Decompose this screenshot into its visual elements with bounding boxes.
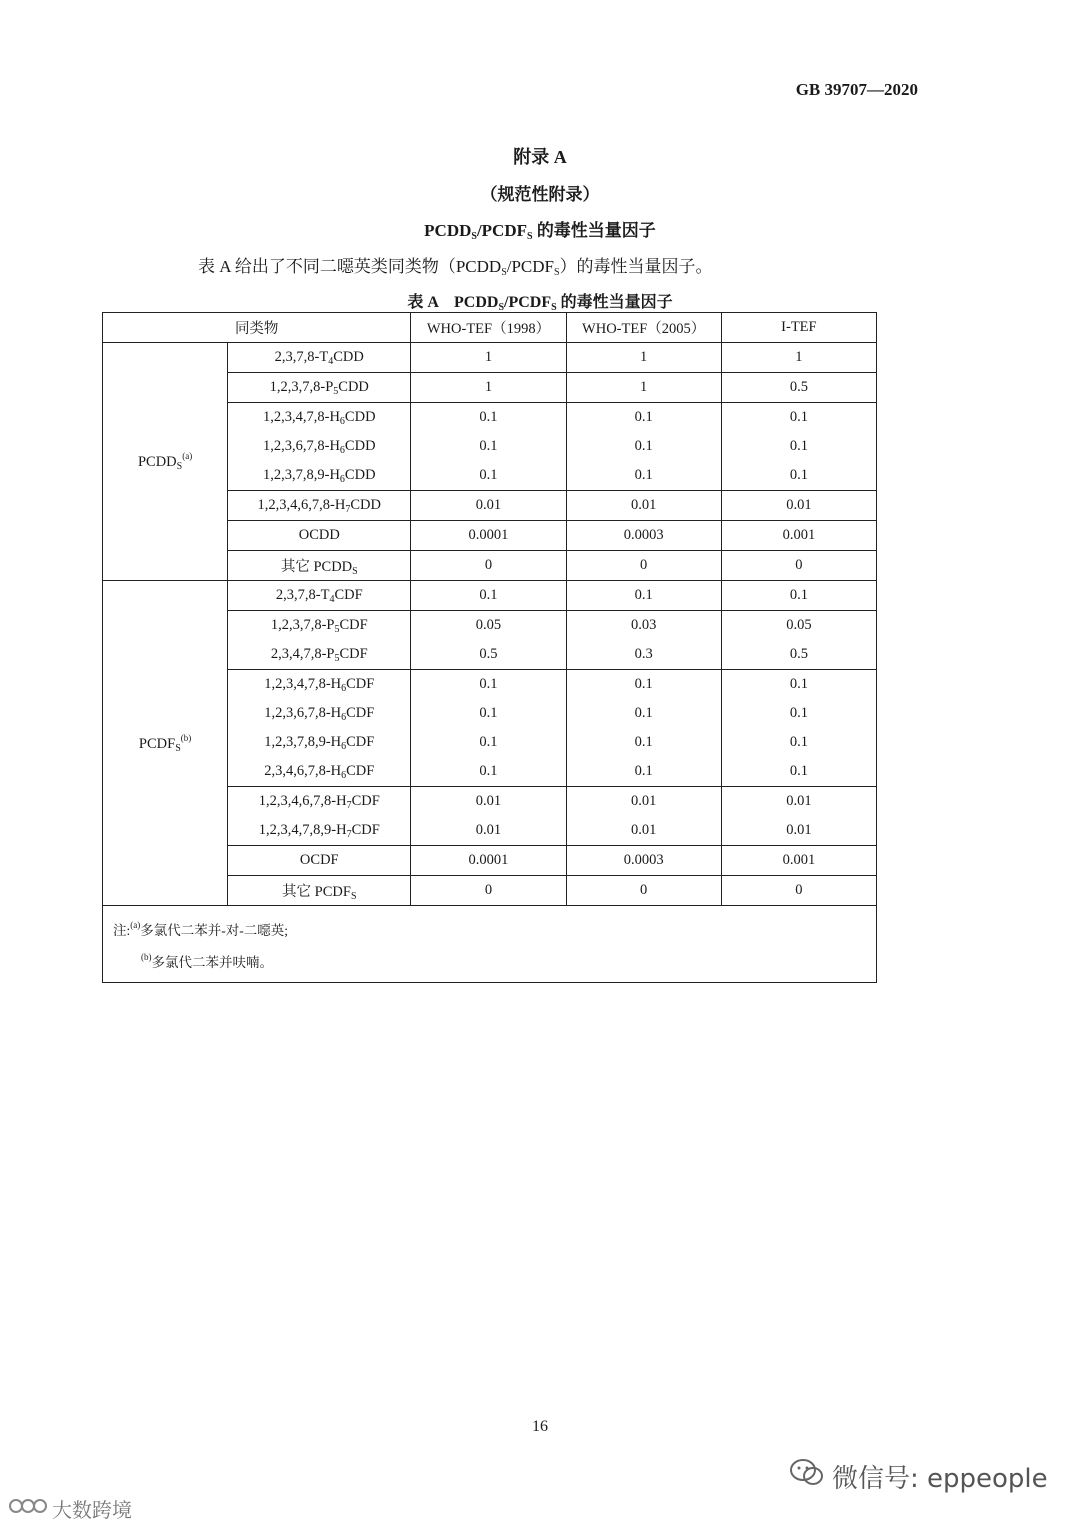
- group-note-mark: (b): [180, 732, 192, 743]
- who1998-value: 0.1: [411, 670, 566, 700]
- header-congener: 同类物: [103, 313, 411, 343]
- group-sub: S: [176, 461, 183, 472]
- who2005-value: 0.01: [566, 491, 721, 521]
- congener-cell: [228, 373, 411, 403]
- congener-sub: 7: [345, 503, 351, 515]
- congener-sub: 6: [339, 415, 345, 427]
- who1998-value: 0.1: [411, 432, 566, 461]
- congener-suffix: CDF: [351, 821, 380, 838]
- who2005-value: 0: [566, 876, 721, 906]
- who2005-value: 0.1: [566, 670, 721, 700]
- who2005-value: 0.1: [566, 728, 721, 757]
- note-b-text: 多氯代二苯并呋喃。: [151, 955, 273, 970]
- congener-suffix: CDF: [334, 586, 363, 603]
- itef-value: 0: [721, 551, 876, 581]
- who2005-value: 0.0003: [566, 521, 721, 551]
- itef-value: 0.1: [721, 461, 876, 491]
- caption-sub: S: [498, 302, 504, 313]
- itef-value: 0.01: [721, 816, 876, 846]
- congener-name: 1,2,3,4,6,7,8-H: [258, 792, 347, 809]
- who1998-value: 1: [411, 343, 566, 373]
- congener-suffix: CDF: [339, 616, 368, 633]
- congener-cell: [228, 846, 411, 876]
- who2005-value: 0: [566, 551, 721, 581]
- who1998-value: 0.5: [411, 640, 566, 670]
- congener-sub: 5: [333, 385, 339, 397]
- congener-cell: [228, 461, 411, 491]
- who1998-value: 0.1: [411, 403, 566, 433]
- congener-name: 1,2,3,7,8-P: [269, 378, 334, 395]
- congener-cell: [228, 432, 411, 461]
- congener-name: 2,3,4,7,8-P: [270, 645, 335, 662]
- header-who-1998: WHO-TEF（1998）: [411, 313, 566, 343]
- congener-sub: 6: [341, 682, 347, 694]
- itef-value: 0.1: [721, 757, 876, 787]
- congener-cell: [228, 403, 411, 433]
- group-cell-pcdd: [103, 343, 228, 581]
- congener-sub: 7: [346, 828, 352, 840]
- note-a-text: 多氯代二苯并-对-二噁英;: [140, 923, 289, 938]
- itef-value: 0.05: [721, 611, 876, 641]
- itef-value: 1: [721, 343, 876, 373]
- congener-name: 1,2,3,6,7,8-H: [262, 437, 340, 454]
- congener-cell: [228, 816, 411, 846]
- wechat-id: 微信号: eppeople: [832, 1464, 1048, 1494]
- caption-part: 表 A PCDD: [407, 294, 499, 311]
- congener-sub: 6: [339, 473, 345, 485]
- header-i-tef: I-TEF: [721, 313, 876, 343]
- congener-cell: [228, 757, 411, 787]
- congener-cell: [228, 876, 411, 906]
- congener-sub: 7: [346, 799, 352, 811]
- heading-part: 的毒性当量因子: [532, 221, 656, 240]
- congener-name: OCDD: [298, 526, 340, 543]
- heading-part: /PCDF: [476, 221, 527, 240]
- congener-name: 1,2,3,4,7,8,9-H: [258, 821, 347, 838]
- caption-part: /PCDF: [504, 294, 552, 311]
- who1998-value: 0.1: [411, 757, 566, 787]
- itef-value: 0.1: [721, 728, 876, 757]
- note-b: [113, 944, 866, 976]
- congener-sub: 5: [334, 623, 340, 635]
- notes-cell: [103, 906, 877, 983]
- note-a-mark: (a): [130, 920, 141, 930]
- congener-suffix: CDF: [346, 675, 375, 692]
- congener-sub: S: [350, 890, 357, 902]
- congener-suffix: CDD: [344, 437, 376, 454]
- who2005-value: 0.1: [566, 699, 721, 728]
- who1998-value: 0.1: [411, 461, 566, 491]
- congener-name: 1,2,3,7,8,9-H: [264, 733, 342, 750]
- who2005-value: 0.1: [566, 581, 721, 611]
- heading-part: PCDD: [424, 221, 472, 240]
- congener-sub: 5: [334, 652, 340, 664]
- congener-name: 2,3,4,6,7,8-H: [264, 762, 342, 779]
- heading-sub: S: [527, 231, 533, 242]
- itef-value: 0.1: [721, 403, 876, 433]
- who1998-value: 0.01: [411, 816, 566, 846]
- intro-part: /PCDF: [506, 257, 554, 276]
- congener-suffix: CDF: [339, 645, 368, 662]
- who1998-value: 1: [411, 373, 566, 403]
- itef-value: 0.001: [721, 846, 876, 876]
- who1998-value: 0.05: [411, 611, 566, 641]
- heading-sub: S: [471, 231, 477, 242]
- who1998-value: 0.0001: [411, 846, 566, 876]
- caption-sub: S: [551, 302, 557, 313]
- itef-value: 0.1: [721, 581, 876, 611]
- congener-name: 1,2,3,4,6,7,8-H: [257, 496, 346, 513]
- congener-name: 2,3,7,8-T: [275, 586, 330, 603]
- table-body: [103, 343, 877, 983]
- congener-name: OCDF: [299, 851, 339, 868]
- itef-value: 0.01: [721, 491, 876, 521]
- congener-cell: [228, 787, 411, 817]
- congener-name: 1,2,3,6,7,8-H: [264, 704, 342, 721]
- itef-value: 0.01: [721, 787, 876, 817]
- tef-table: [102, 312, 877, 983]
- congener-suffix: CDD: [344, 408, 376, 425]
- congener-sub: 6: [341, 740, 347, 752]
- congener-cell: [228, 699, 411, 728]
- who2005-value: 1: [566, 373, 721, 403]
- group-name: PCDD: [137, 454, 177, 470]
- itef-value: 0.1: [721, 432, 876, 461]
- congener-cell: [228, 581, 411, 611]
- who2005-value: 0.03: [566, 611, 721, 641]
- congener-sub: 4: [328, 355, 334, 367]
- congener-name: 1,2,3,4,7,8-H: [262, 408, 340, 425]
- itef-value: 0.001: [721, 521, 876, 551]
- congener-name: 1,2,3,7,8-P: [270, 616, 335, 633]
- congener-name: 1,2,3,7,8,9-H: [262, 466, 340, 483]
- congener-cell: [228, 491, 411, 521]
- itef-value: 0.5: [721, 640, 876, 670]
- itef-value: 0.1: [721, 670, 876, 700]
- page-number: 16: [532, 1418, 548, 1435]
- congener-sub: S: [352, 565, 358, 577]
- wechat-icon: [790, 1458, 824, 1495]
- who2005-value: 0.1: [566, 403, 721, 433]
- congener-cell: [228, 728, 411, 757]
- intro-part: 表 A 给出了不同二噁英类同类物（PCDD: [198, 257, 502, 276]
- group-sub: S: [175, 742, 181, 754]
- standard-number: GB 39707—2020: [795, 80, 918, 99]
- who1998-value: 0.1: [411, 699, 566, 728]
- appendix-title: 附录 A: [513, 147, 567, 167]
- who2005-value: 1: [566, 343, 721, 373]
- intro-paragraph: [198, 252, 713, 278]
- intro-sub: S: [554, 267, 560, 278]
- who1998-value: 0: [411, 876, 566, 906]
- who1998-value: 0.01: [411, 787, 566, 817]
- congener-cell: [228, 343, 411, 373]
- congener-sub: 4: [329, 593, 335, 605]
- appendix-type: （规范性附录）: [480, 185, 600, 204]
- wechat-watermark: [790, 1458, 1048, 1495]
- congener-cell: [228, 551, 411, 581]
- congener-name: 其它 PCDD: [280, 558, 353, 575]
- table-caption: [0, 289, 1080, 313]
- brand-name: 大数跨境: [52, 1498, 132, 1522]
- header-who-2005: WHO-TEF（2005）: [566, 313, 721, 343]
- congener-suffix: CDD: [333, 348, 364, 365]
- congener-sub: 6: [341, 711, 347, 723]
- congener-name: 1,2,3,4,7,8-H: [264, 675, 342, 692]
- appendix-heading: [0, 216, 1080, 242]
- note-a: [113, 912, 866, 944]
- who1998-value: 0.1: [411, 581, 566, 611]
- who2005-value: 0.1: [566, 432, 721, 461]
- group-cell-pcdf: [103, 581, 228, 906]
- congener-name: 2,3,7,8-T: [274, 348, 329, 365]
- congener-suffix: CDF: [346, 704, 375, 721]
- intro-sub: S: [501, 267, 507, 278]
- itef-value: 0: [721, 876, 876, 906]
- caption-part: 的毒性当量因子: [556, 294, 673, 311]
- congener-suffix: CDD: [350, 496, 381, 513]
- table-row: [103, 581, 877, 611]
- who1998-value: 0.01: [411, 491, 566, 521]
- who1998-value: 0: [411, 551, 566, 581]
- who2005-value: 0.3: [566, 640, 721, 670]
- who2005-value: 0.1: [566, 757, 721, 787]
- congener-cell: [228, 640, 411, 670]
- congener-cell: [228, 521, 411, 551]
- brand-logo-icon: [8, 1496, 48, 1521]
- congener-cell: [228, 611, 411, 641]
- group-note-mark: (a): [182, 451, 193, 461]
- note-label: 注:: [113, 923, 131, 938]
- congener-suffix: CDF: [346, 733, 375, 750]
- who2005-value: 0.0003: [566, 846, 721, 876]
- who2005-value: 0.01: [566, 816, 721, 846]
- group-name: PCDF: [138, 735, 176, 752]
- who2005-value: 0.01: [566, 787, 721, 817]
- congener-cell: [228, 670, 411, 700]
- congener-suffix: CDD: [338, 378, 369, 395]
- congener-suffix: CDD: [344, 466, 376, 483]
- congener-name: 其它 PCDF: [282, 883, 351, 900]
- congener-suffix: CDF: [351, 792, 380, 809]
- brand-watermark: [8, 1494, 132, 1523]
- intro-part: ）的毒性当量因子。: [559, 257, 713, 276]
- congener-sub: 6: [341, 769, 347, 781]
- congener-suffix: CDF: [346, 762, 375, 779]
- note-b-mark: (b): [141, 952, 152, 962]
- itef-value: 0.5: [721, 373, 876, 403]
- notes-row: [103, 906, 877, 983]
- who2005-value: 0.1: [566, 461, 721, 491]
- table-row: [103, 343, 877, 373]
- itef-value: 0.1: [721, 699, 876, 728]
- who1998-value: 0.1: [411, 728, 566, 757]
- congener-sub: 6: [339, 444, 345, 456]
- who1998-value: 0.0001: [411, 521, 566, 551]
